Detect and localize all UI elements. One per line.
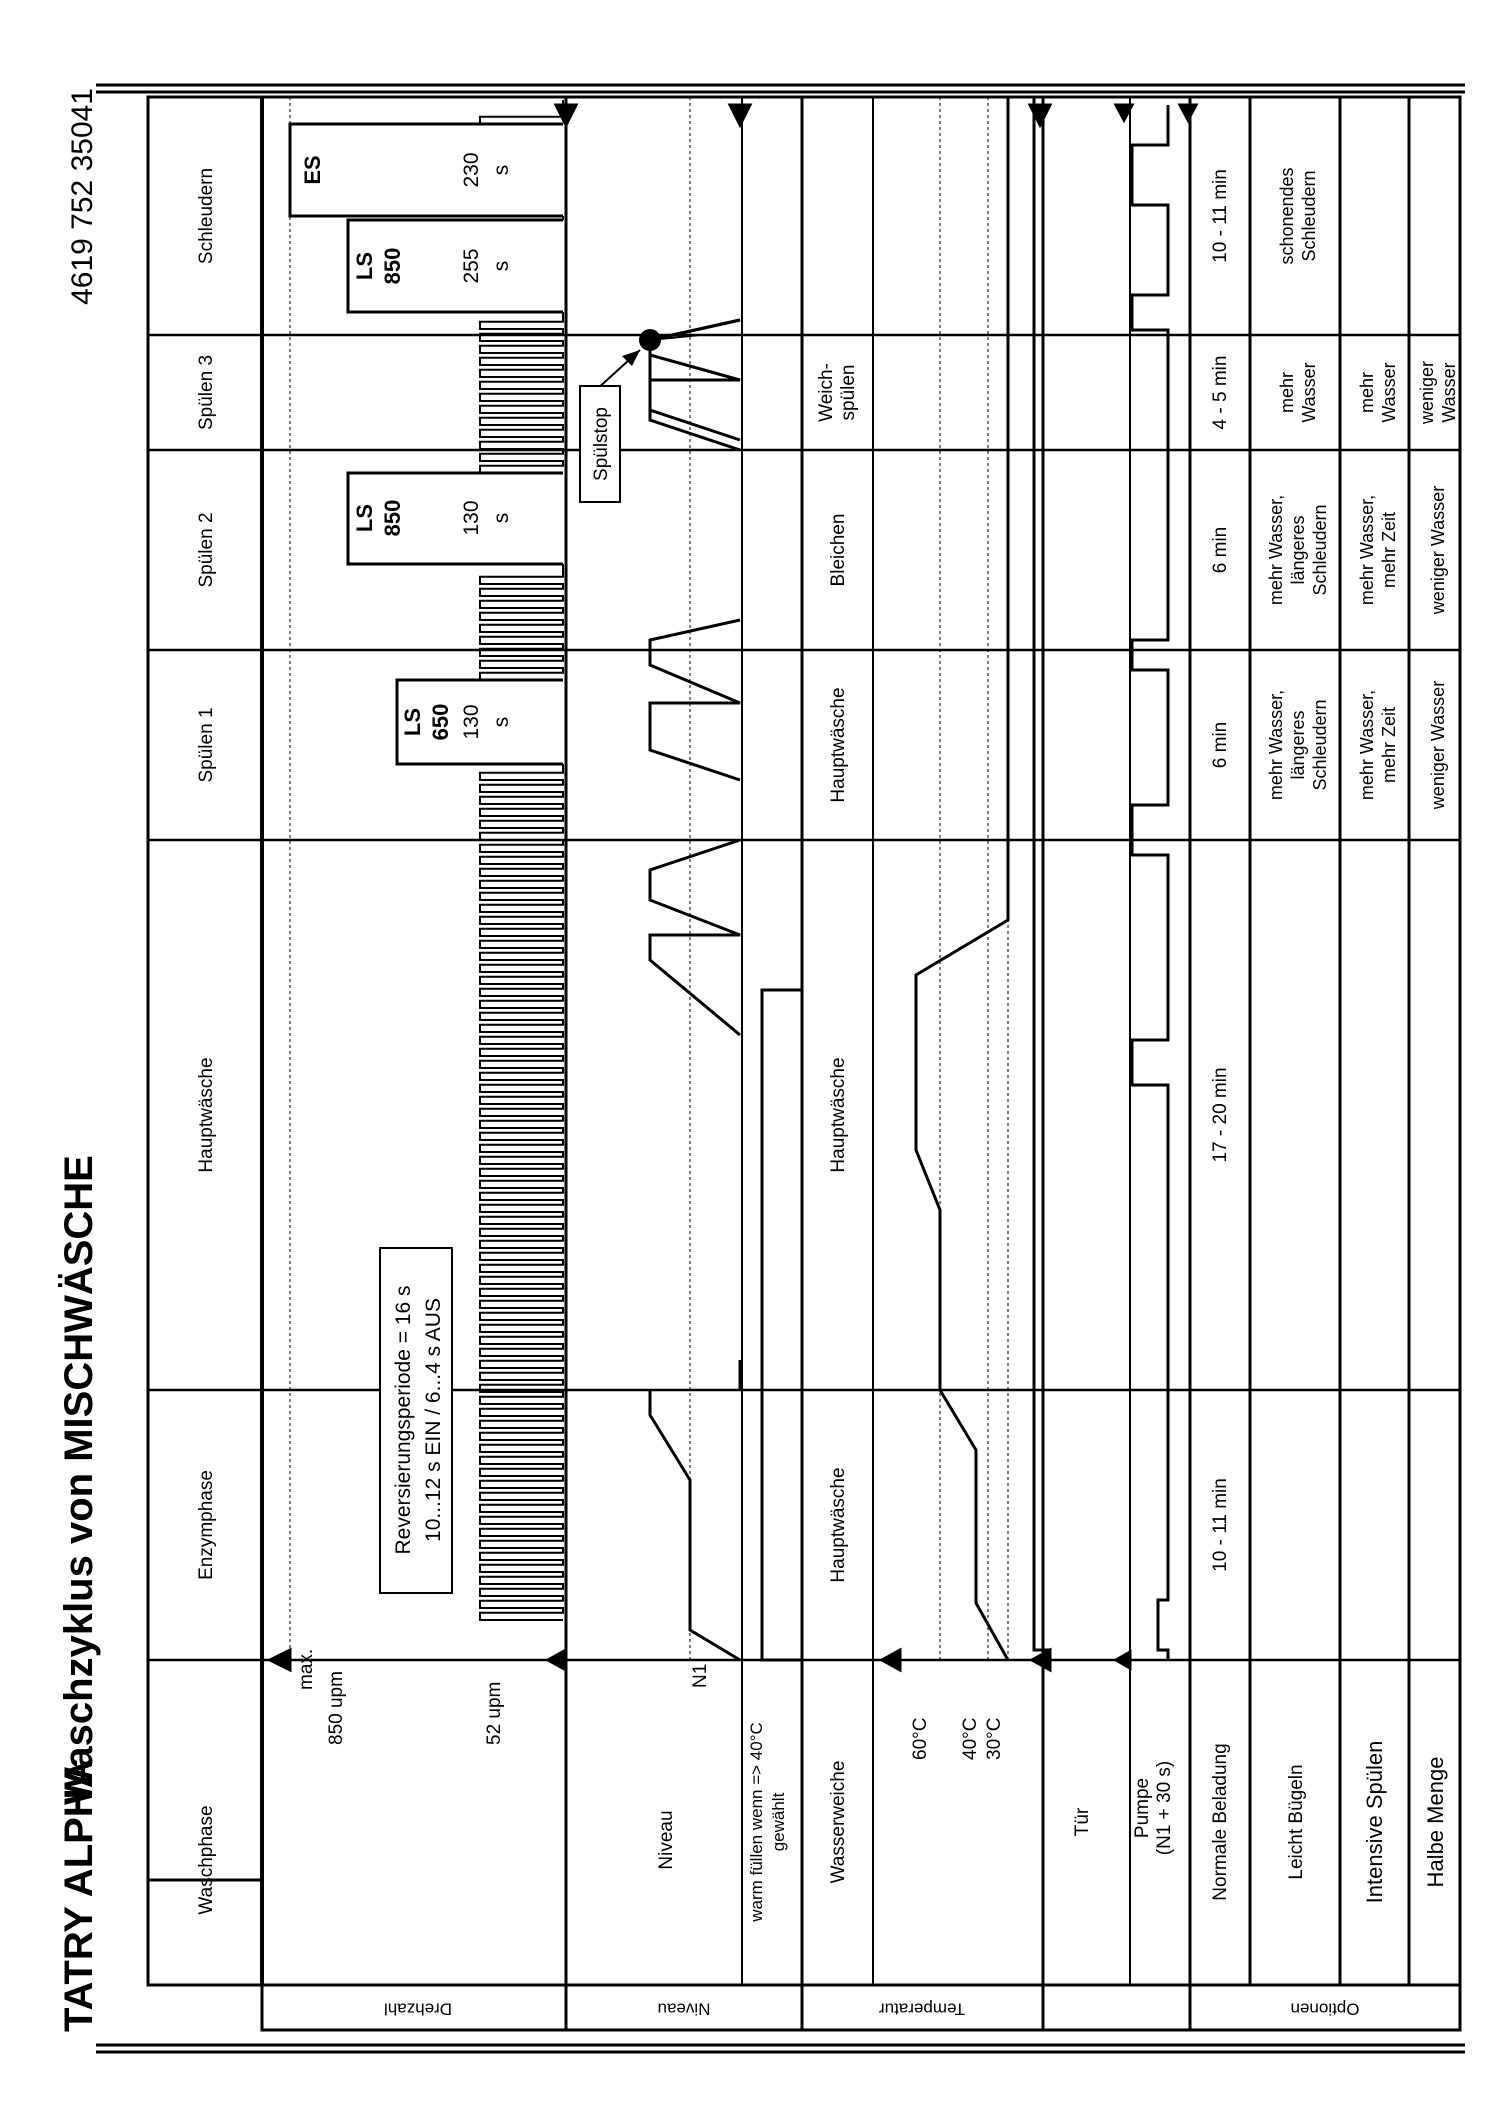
spin-box-2-time: 130 — [460, 500, 483, 536]
phase-name-4: Spülen 3 — [196, 354, 217, 431]
spuelstop-label: Spülstop — [591, 407, 612, 481]
warm-fill-label-1: warm füllen wenn => 40°C — [747, 1722, 766, 1922]
phase-halbe-2-0: weniger Wasser — [1428, 680, 1448, 810]
reversal-text-1: Reversierungsperiode = 16 s — [392, 1285, 415, 1555]
spin-box-1-unit: s — [490, 716, 513, 728]
spin-box-4-label: ES — [300, 155, 325, 185]
level-label: Niveau — [656, 1810, 677, 1870]
pump-pulses — [1132, 105, 1168, 1660]
pump-label-2: (N1 + 30 s) — [1154, 1760, 1175, 1856]
speed-52-label: 52 upm — [484, 1681, 505, 1745]
phase-halbe-4-1: Wasser — [1439, 362, 1459, 423]
phase-intensiv-2-0: mehr Wasser, — [1357, 689, 1377, 801]
brand-title: TATRY ALPHA — [57, 1759, 101, 2032]
spin-box-spuelen1 — [397, 680, 563, 764]
half-load-label: Halbe Menge — [1423, 1756, 1448, 1888]
page-border — [96, 85, 1465, 2052]
spin-box-3-time: 255 — [460, 248, 483, 284]
temp-60-label: 60°C — [910, 1717, 931, 1760]
reversal-pulses — [480, 100, 563, 1620]
normal-load-label: Normale Beladung — [1210, 1743, 1231, 1901]
warm-fill-step — [762, 990, 802, 1660]
phase-wasserweiche-4-1: spülen — [838, 364, 859, 421]
spin-box-1-time: 130 — [460, 704, 483, 740]
phase-leicht-5-0: schonendes — [1277, 167, 1297, 265]
phase-duration-5: 10 - 11 min — [1210, 169, 1231, 263]
phase-name-0: Enzymphase — [196, 1470, 217, 1580]
side-label-temperature: Temperatur — [879, 1999, 965, 2019]
side-label-level: Niveau — [657, 1999, 711, 2019]
side-label-options: Optionen — [1290, 1999, 1360, 2019]
spuelstop-annotation — [580, 320, 740, 502]
side-label-speed: Drehzahl — [383, 1999, 453, 2019]
phase-leicht-4-1: Wasser — [1299, 362, 1319, 423]
easy-iron-label: Leicht Bügeln — [1286, 1764, 1307, 1880]
reversal-text-2: 10...12 s EIN / 6...4 s AUS — [422, 1298, 445, 1542]
reversal-pulse-train — [480, 100, 563, 124]
row-labels — [196, 1649, 1448, 1923]
spin-box-1-label: LS — [400, 707, 425, 737]
door-label: Tür — [1072, 1807, 1093, 1837]
spin-box-3-label: LS — [352, 251, 377, 281]
spin-box-2-unit: s — [490, 512, 513, 524]
phase-duration-4: 4 - 5 min — [1210, 355, 1231, 430]
warm-fill-label-2: gewählt — [769, 1792, 788, 1852]
phase-intensiv-2-1: mehr Zeit — [1379, 706, 1399, 784]
phase-leicht-4-0: mehr — [1277, 371, 1297, 414]
water-switch-label: Wasserweiche — [828, 1760, 849, 1884]
spin-box-schleudern-ls — [348, 220, 563, 312]
spin-box-schleudern-es — [290, 124, 563, 216]
document-code: 4619 752 35041 — [66, 88, 99, 305]
phase-name-1: Hauptwäsche — [196, 1057, 217, 1173]
phase-leicht-3-1: längeres — [1288, 515, 1308, 585]
phase-leicht-2-0: mehr Wasser, — [1266, 689, 1286, 801]
phase-intensiv-3-0: mehr Wasser, — [1357, 494, 1377, 606]
phase-wasserweiche-1: Hauptwäsche — [828, 1057, 849, 1173]
spin-box-spuelen2 — [348, 473, 563, 564]
pump-label-1: Pumpe — [1132, 1777, 1153, 1839]
phase-leicht-5-1: Schleudern — [1299, 170, 1319, 262]
phase-duration-2: 6 min — [1210, 721, 1231, 769]
phase-name-5: Schleudern — [196, 167, 217, 265]
intensive-rinse-label: Intensive Spülen — [1362, 1740, 1387, 1904]
phase-wasserweiche-2: Hauptwäsche — [828, 687, 849, 803]
spin-box-4-time: 230 — [460, 152, 483, 188]
phase-leicht-2-1: längeres — [1288, 710, 1308, 780]
spin-box-4-unit: s — [490, 164, 513, 176]
reversal-pulse-train — [480, 764, 563, 1620]
phase-name-3: Spülen 2 — [196, 512, 217, 588]
row-label-phase: Waschphase — [196, 1805, 217, 1915]
speed-max-label: max. — [296, 1648, 317, 1690]
phase-halbe-4-0: weniger — [1417, 360, 1437, 425]
phase-intensiv-3-1: mehr Zeit — [1379, 511, 1399, 589]
temp-40-label: 40°C — [960, 1717, 981, 1760]
level-curve — [650, 320, 740, 1660]
spin-box-2-rpm: 850 — [380, 499, 405, 537]
phase-wasserweiche-0: Hauptwäsche — [828, 1467, 849, 1583]
page-title: Waschzyklus von MISCHWÄSCHE — [57, 1155, 101, 1805]
temperature-curve — [916, 97, 1008, 1660]
temp-30-label: 30°C — [984, 1717, 1005, 1760]
phase-intensiv-4-0: mehr — [1357, 371, 1377, 414]
spin-box-3-rpm: 850 — [380, 247, 405, 285]
phase-leicht-3-0: mehr Wasser, — [1266, 494, 1286, 606]
phase-duration-3: 6 min — [1210, 526, 1231, 574]
phase-duration-1: 17 - 20 min — [1210, 1067, 1231, 1163]
spin-box-3-unit: s — [490, 260, 513, 272]
level-n1-label: N1 — [690, 1663, 711, 1688]
phase-name-2: Spülen 1 — [196, 707, 217, 783]
phase-leicht-2-2: Schleudern — [1310, 699, 1330, 791]
speed-850-label: 850 upm — [326, 1671, 347, 1745]
phase-wasserweiche-3: Bleichen — [828, 513, 849, 587]
phase-intensiv-4-1: Wasser — [1379, 362, 1399, 423]
phase-duration-0: 10 - 11 min — [1210, 1478, 1231, 1572]
phase-leicht-3-2: Schleudern — [1310, 504, 1330, 596]
spin-box-1-rpm: 650 — [428, 703, 453, 741]
phase-wasserweiche-4-0: Weich- — [816, 363, 837, 422]
spin-box-2-label: LS — [352, 503, 377, 533]
reversal-pulse-train — [480, 564, 563, 680]
phase-halbe-3-0: weniger Wasser — [1428, 485, 1448, 615]
